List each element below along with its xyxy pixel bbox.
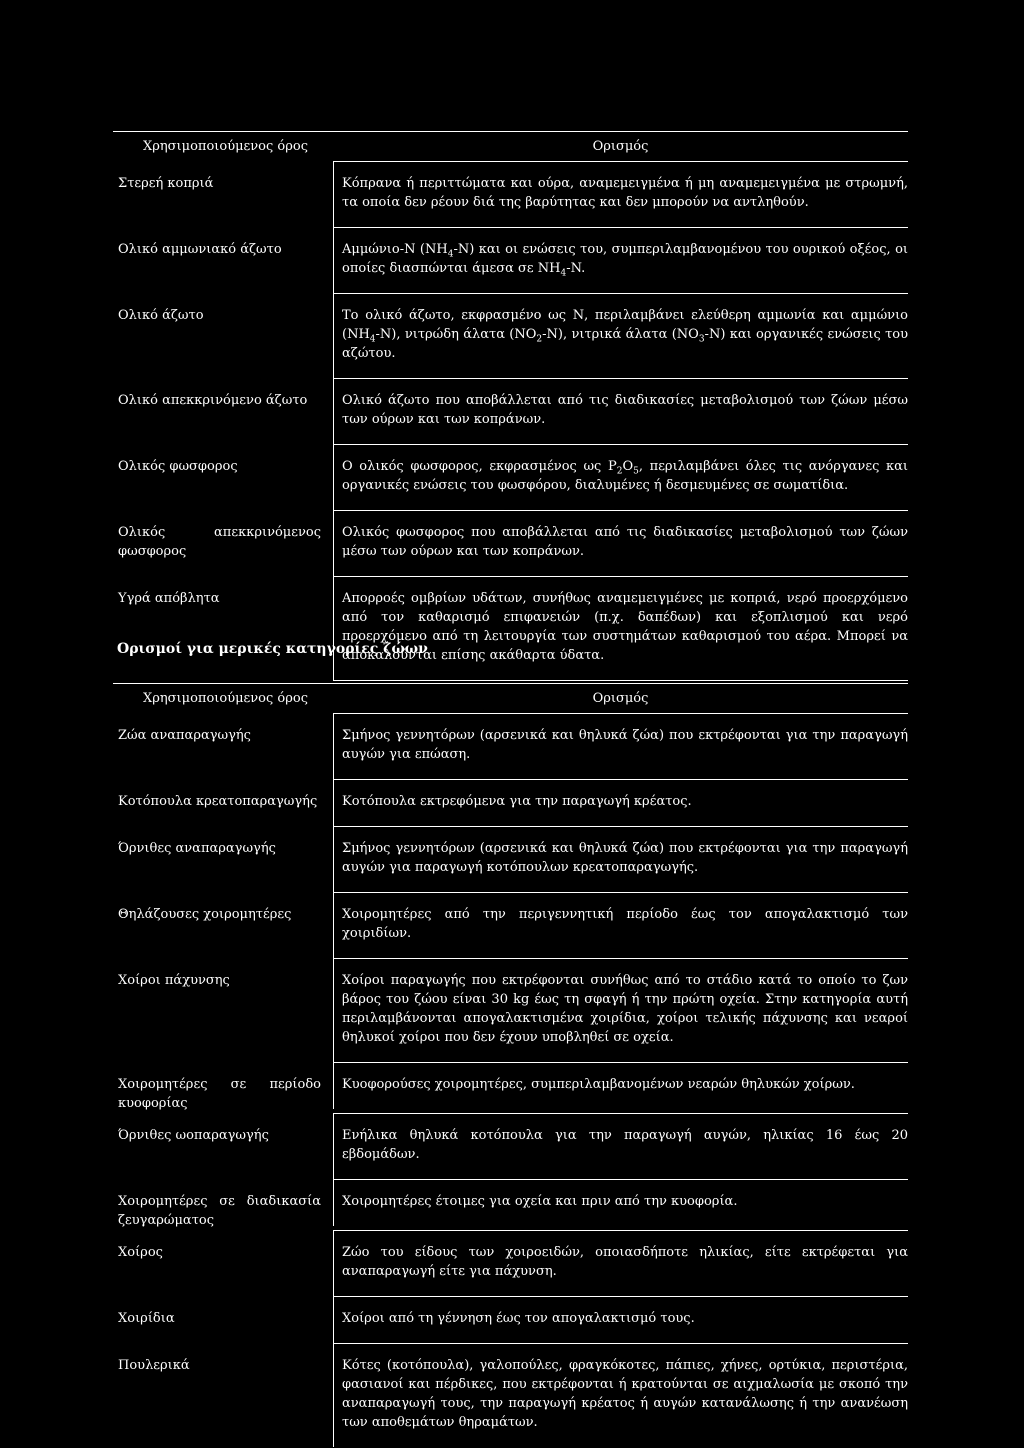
definition-cell: Ενήλικα θηλυκά κοτόπουλα για την παραγωγή αυγών, ηλικίας 16 έως 20 εβδομάδων. (334, 1113, 908, 1179)
table-row (113, 713, 908, 779)
definitions-table-2 (113, 683, 908, 1447)
def-text: -N. (566, 261, 586, 276)
table-row (113, 1296, 908, 1343)
definition-cell: Χοιρομητέρες έτοιμες για οχεία και πριν από την κυοφορία. (334, 1179, 908, 1226)
term-cell: Ολικό αμμωνιακό άζωτο (118, 242, 282, 257)
header-definition: Ορισμός (592, 139, 649, 154)
subscript: 4 (369, 334, 376, 345)
def-text: , περιλαμβάνει όλες τις ανόργανες και οργανικές ενώσεις του φωσφόρου, διαλυμένες ή δεσμευμένες σε σωματίδια. (342, 459, 908, 493)
table-header (113, 132, 908, 161)
def-text: -N), νιτρικά άλατα (NO (542, 327, 699, 342)
table-row (113, 1343, 908, 1447)
term-cell: Χοιρομητέρες σε περίοδο κυοφορίας (118, 1077, 321, 1111)
def-text: O (622, 459, 634, 474)
table-row (113, 779, 908, 826)
term-cell: Κοτόπουλα κρεατοπαραγωγής (118, 794, 318, 809)
definition-cell (334, 444, 908, 510)
term-cell: Ολικός απεκκρινόμενος φωσφορος (118, 525, 321, 559)
header-definition: Ορισμός (592, 691, 649, 706)
term-cell: Ολικός φωσφορος (118, 459, 238, 474)
def-text: Ο ολικός φωσφορος, εκφρασμένος ως P (342, 459, 617, 474)
table-row (113, 1230, 908, 1296)
table-row (113, 1062, 908, 1113)
table-row (113, 378, 908, 444)
def-text: -N) και οι ενώσεις του, συμπεριλαμβανομένου του ουρικού οξέος, οι οποίες διασπώνται άμεσα σε NH (342, 242, 908, 276)
term-cell: Χοίρος (118, 1245, 163, 1260)
definition-cell: Απορροές ομβρίων υδάτων, συνήθως αναμεμειγμένες με κοπριά, νερό προερχόμενο από τον καθαρισμό επιφανειών (π.χ. δαπέδων) και εξοπλισμού και νερό προερχόμενο από τη λειτουργία των συστημάτων καθαρισμού του αέρα. Μπορεί να αποκαλούνται επίσης ακάθαρτα ύδατα. (334, 576, 908, 680)
definition-cell: Κοτόπουλα εκτρεφόμενα για την παραγωγή κρέατος. (334, 779, 908, 826)
term-cell: Πουλερικά (118, 1358, 190, 1373)
table-row (113, 958, 908, 1062)
definition-cell (334, 227, 908, 293)
definition-cell: Κότες (κοτόπουλα), γαλοπούλες, φραγκόκοτες, πάπιες, χήνες, ορτύκια, περιστέρια, φασιανοί και πέρδικες, που εκτρέφονται ή κρατούνται σε αιχμαλωσία με σκοπό την αναπαραγωγή τους, την παραγωγή κρέατος ή αυγών κατανάλωσης ή την ανανέωση των αποθεμάτων θηραμάτων. (334, 1343, 908, 1447)
subscript: 4 (447, 249, 454, 260)
term-cell: Χοιρίδια (118, 1311, 175, 1326)
table-row (113, 444, 908, 510)
subscript: 3 (698, 334, 705, 345)
term-cell: Χοιρομητέρες σε διαδικασία ζευγαρώματος (118, 1194, 321, 1228)
def-text: -N), νιτρώδη άλατα (NO (375, 327, 537, 342)
table-row (113, 1179, 908, 1230)
table-row (113, 826, 908, 892)
def-text: -N) και οργανικές ενώσεις του αζώτου. (342, 327, 908, 361)
term-cell: Χοίροι πάχυνσης (118, 973, 230, 988)
header-term: Χρησιμοποιούμενος όρος (142, 691, 309, 706)
definition-cell: Σμήνος γεννητόρων (αρσενικά και θηλυκά ζώα) που εκτρέφονται για την παραγωγή αυγών για επώαση. (334, 713, 908, 779)
definition-cell (334, 293, 908, 378)
subscript: 4 (560, 268, 567, 279)
table-row (113, 161, 908, 227)
term-cell: Όρνιθες αναπαραγωγής (118, 841, 276, 856)
definition-cell: Χοίροι από τη γέννηση έως τον απογαλακτισμό τους. (334, 1296, 908, 1343)
table-row (113, 510, 908, 576)
table-header (113, 684, 908, 713)
subscript: 2 (536, 334, 543, 345)
subscript: 5 (633, 466, 639, 477)
table-bottom-rule (333, 680, 908, 681)
def-text: Αμμώνιο-Ν (NH (342, 242, 448, 257)
term-cell: Υγρά απόβλητα (118, 591, 220, 606)
header-term: Χρησιμοποιούμενος όρος (142, 139, 309, 154)
definition-cell: Σμήνος γεννητόρων (αρσενικά και θηλυκά ζώα) που εκτρέφονται για την παραγωγή αυγών για παραγωγή κοτόπουλων κρεατοπαραγωγής. (334, 826, 908, 892)
definitions-table-1 (113, 131, 908, 681)
table-row (113, 892, 908, 958)
table-row (113, 293, 908, 378)
term-cell: Θηλάζουσες χοιρομητέρες (118, 907, 292, 922)
term-cell: Όρνιθες ωοπαραγωγής (118, 1128, 269, 1143)
term-cell: Ολικό άζωτο (118, 308, 204, 323)
def-text: Το ολικό άζωτο, εκφρασμένο ως Ν, περιλαμβάνει ελεύθερη αμμωνία και αμμώνιο (NH (342, 308, 908, 342)
definition-cell: Ολικό άζωτο που αποβάλλεται από τις διαδικασίες μεταβολισμού των ζώων μέσω των ούρων και των κοπράνων. (334, 378, 908, 444)
subscript: 2 (616, 466, 623, 477)
table-row (113, 227, 908, 293)
definition-cell: Ζώο του είδους των χοιροειδών, οποιασδήποτε ηλικίας, είτε εκτρέφεται για αναπαραγωγή είτε για πάχυνση. (334, 1230, 908, 1296)
definition-cell: Ολικός φωσφορος που αποβάλλεται από τις διαδικασίες μεταβολισμού των ζώων μέσω των ούρων και των κοπράνων. (334, 510, 908, 576)
definition-cell: Κυοφορούσες χοιρομητέρες, συμπεριλαμβανομένων νεαρών θηλυκών χοίρων. (334, 1062, 908, 1109)
definition-cell: Χοίροι παραγωγής που εκτρέφονται συνήθως από το στάδιο κατά το οποίο το ζων βάρος του ζώου είναι 30 kg έως τη σφαγή ή την πρώτη οχεία. Στην κατηγορία αυτή περιλαμβάνονται απογαλακτισμένα χοιρίδια, χοίροι τελικής πάχυνσης και νεαροί θηλυκοί χοίροι που δεν έχουν υποβληθεί σε οχεία. (334, 958, 908, 1062)
term-cell: Στερεή κοπριά (118, 176, 214, 191)
term-cell: Ολικό απεκκρινόμενο άζωτο (118, 393, 308, 408)
table-row (113, 1113, 908, 1179)
table-row (113, 576, 908, 680)
section-heading: Ορισμοί για μερικές κατηγορίες ζώων (117, 641, 428, 657)
definition-cell: Κόπρανα ή περιττώματα και ούρα, αναμεμειγμένα ή μη αναμεμειγμένα με στρωμνή, τα οποία δεν ρέουν διά της βαρύτητας και δεν μπορούν να αντληθούν. (334, 161, 908, 227)
definition-cell: Χοιρομητέρες από την περιγεννητική περίοδο έως τον απογαλακτισμό των χοιριδίων. (334, 892, 908, 958)
term-cell: Ζώα αναπαραγωγής (118, 728, 251, 743)
